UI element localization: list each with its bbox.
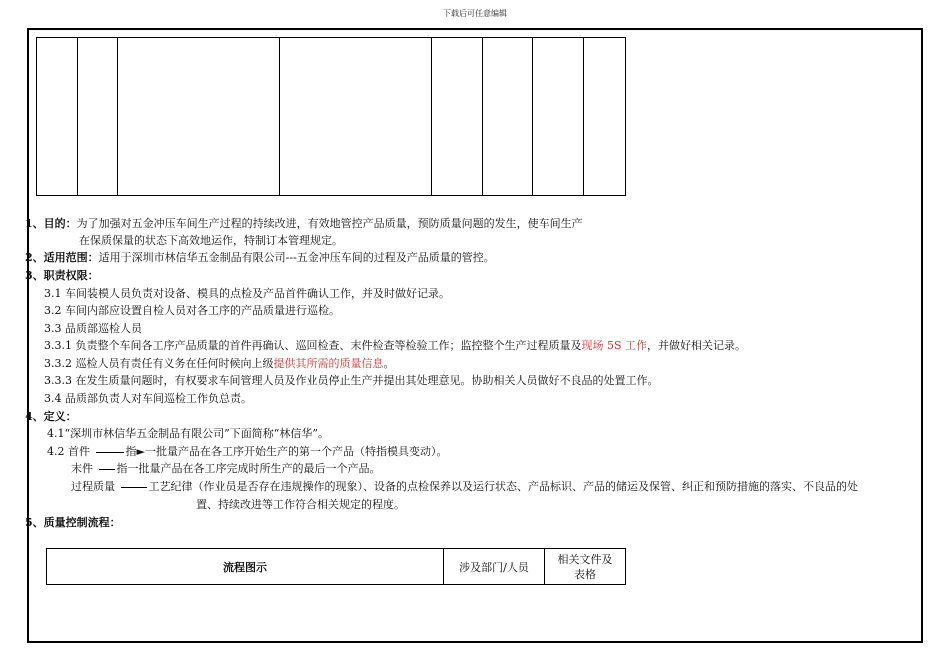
definition-end-piece: 末件 指一批量产品在各工序完成时所生产的最后一个产品。 — [71, 462, 381, 475]
table-column — [533, 38, 584, 195]
definitions-title-line: 4、定义： — [25, 410, 77, 423]
definition-4-1: 4.1“深圳市林信华五金制品有限公司”下面简称“林信华”。 — [47, 427, 329, 440]
definition-process-quality-cont: 置、持续改进等工作符合相关规定的程度。 — [196, 498, 405, 511]
table-column — [280, 38, 432, 195]
authority-item-3-3-2: 3.3.2 巡检人员有责任有义务在任何时候向上级提供其所需的质量信息。 — [44, 357, 395, 370]
arrow-line — [96, 452, 124, 453]
arrow-head-icon: ► — [136, 445, 145, 458]
scope-line: 2、适用范围：适用于深圳市林信华五金制品有限公司---五金冲压车间的过程及产品质量的管控。 — [25, 251, 495, 264]
highlight-5s: 现场 5S 工作 — [581, 339, 648, 352]
definitions-title: 定义： — [43, 410, 77, 423]
authority-title-line: 3、职责权限： — [25, 269, 99, 282]
authority-item-3-1: 3.1 车间装模人员负责对设备、模具的点检及产品首件确认工作，并及时做好记录。 — [44, 287, 450, 300]
flow-table — [46, 548, 626, 585]
table-column — [118, 38, 280, 195]
authority-item-3-3-1: 3.3.1 负责整个车间各工序产品质量的首件再确认、巡回检查、末件检查等检验工作；监控整个生产过程质量及现场 5S 工作，并做好相关记录。 — [44, 339, 747, 352]
authority-item-3-4: 3.4 品质部负责人对车间巡检工作负总责。 — [44, 392, 252, 405]
flow-table-header-docs: 相关文件及 表格 — [557, 552, 613, 581]
purpose-title: 目的： — [43, 217, 77, 230]
highlight-quality-info: 提供其所需的质量信息 — [273, 357, 384, 370]
flow-table-header-dept: 涉及部门/人员 — [444, 549, 545, 584]
authority-title: 职责权限： — [43, 269, 99, 282]
flow-table-header-diagram: 流程图示 — [47, 549, 444, 584]
table-column — [584, 38, 625, 195]
top-grid-table — [36, 37, 626, 196]
arrow-line — [121, 487, 147, 488]
arrow-line — [99, 469, 115, 470]
flow-title-line: 5、质量控制流程： — [25, 516, 121, 529]
authority-item-3-3-3: 3.3.3 在发生质量问题时，有权要求车间管理人员及作业员停止生产并提出其处理意见。协助相关人员做好不良品的处置工作。 — [44, 374, 659, 387]
authority-item-3-2: 3.2 车间内部应设置自检人员对各工序的产品质量进行巡检。 — [44, 304, 340, 317]
table-column — [483, 38, 533, 195]
authority-item-3-3: 3.3 品质部巡检人员 — [44, 322, 142, 335]
table-column — [37, 38, 78, 195]
table-column — [78, 38, 118, 195]
purpose-line-1: 1、目的：为了加强对五金冲压车间生产过程的持续改进，有效地管控产品质量，预防质量问题的发生，使车间生产 — [25, 217, 583, 230]
purpose-line-2: 在保质保量的状态下高效地运作，特制订本管理规定。 — [79, 234, 343, 247]
definition-process-quality: 过程质量 工艺纪律（作业员是否存在违规操作的现象）、设备的点检保养以及运行状态、产品标识、产品的储运及保管、纠正和预防措施的落实、不良品的处 — [71, 480, 858, 493]
scope-title: 适用范围： — [43, 251, 99, 264]
table-column — [432, 38, 483, 195]
page-header: 下载后可任意编辑 — [443, 9, 507, 18]
flow-title: 质量控制流程： — [43, 516, 121, 529]
definition-4-2: 4.2 首件 指►一批量产品在各工序开始生产的第一个产品（特指模具变动）。 — [47, 445, 448, 458]
